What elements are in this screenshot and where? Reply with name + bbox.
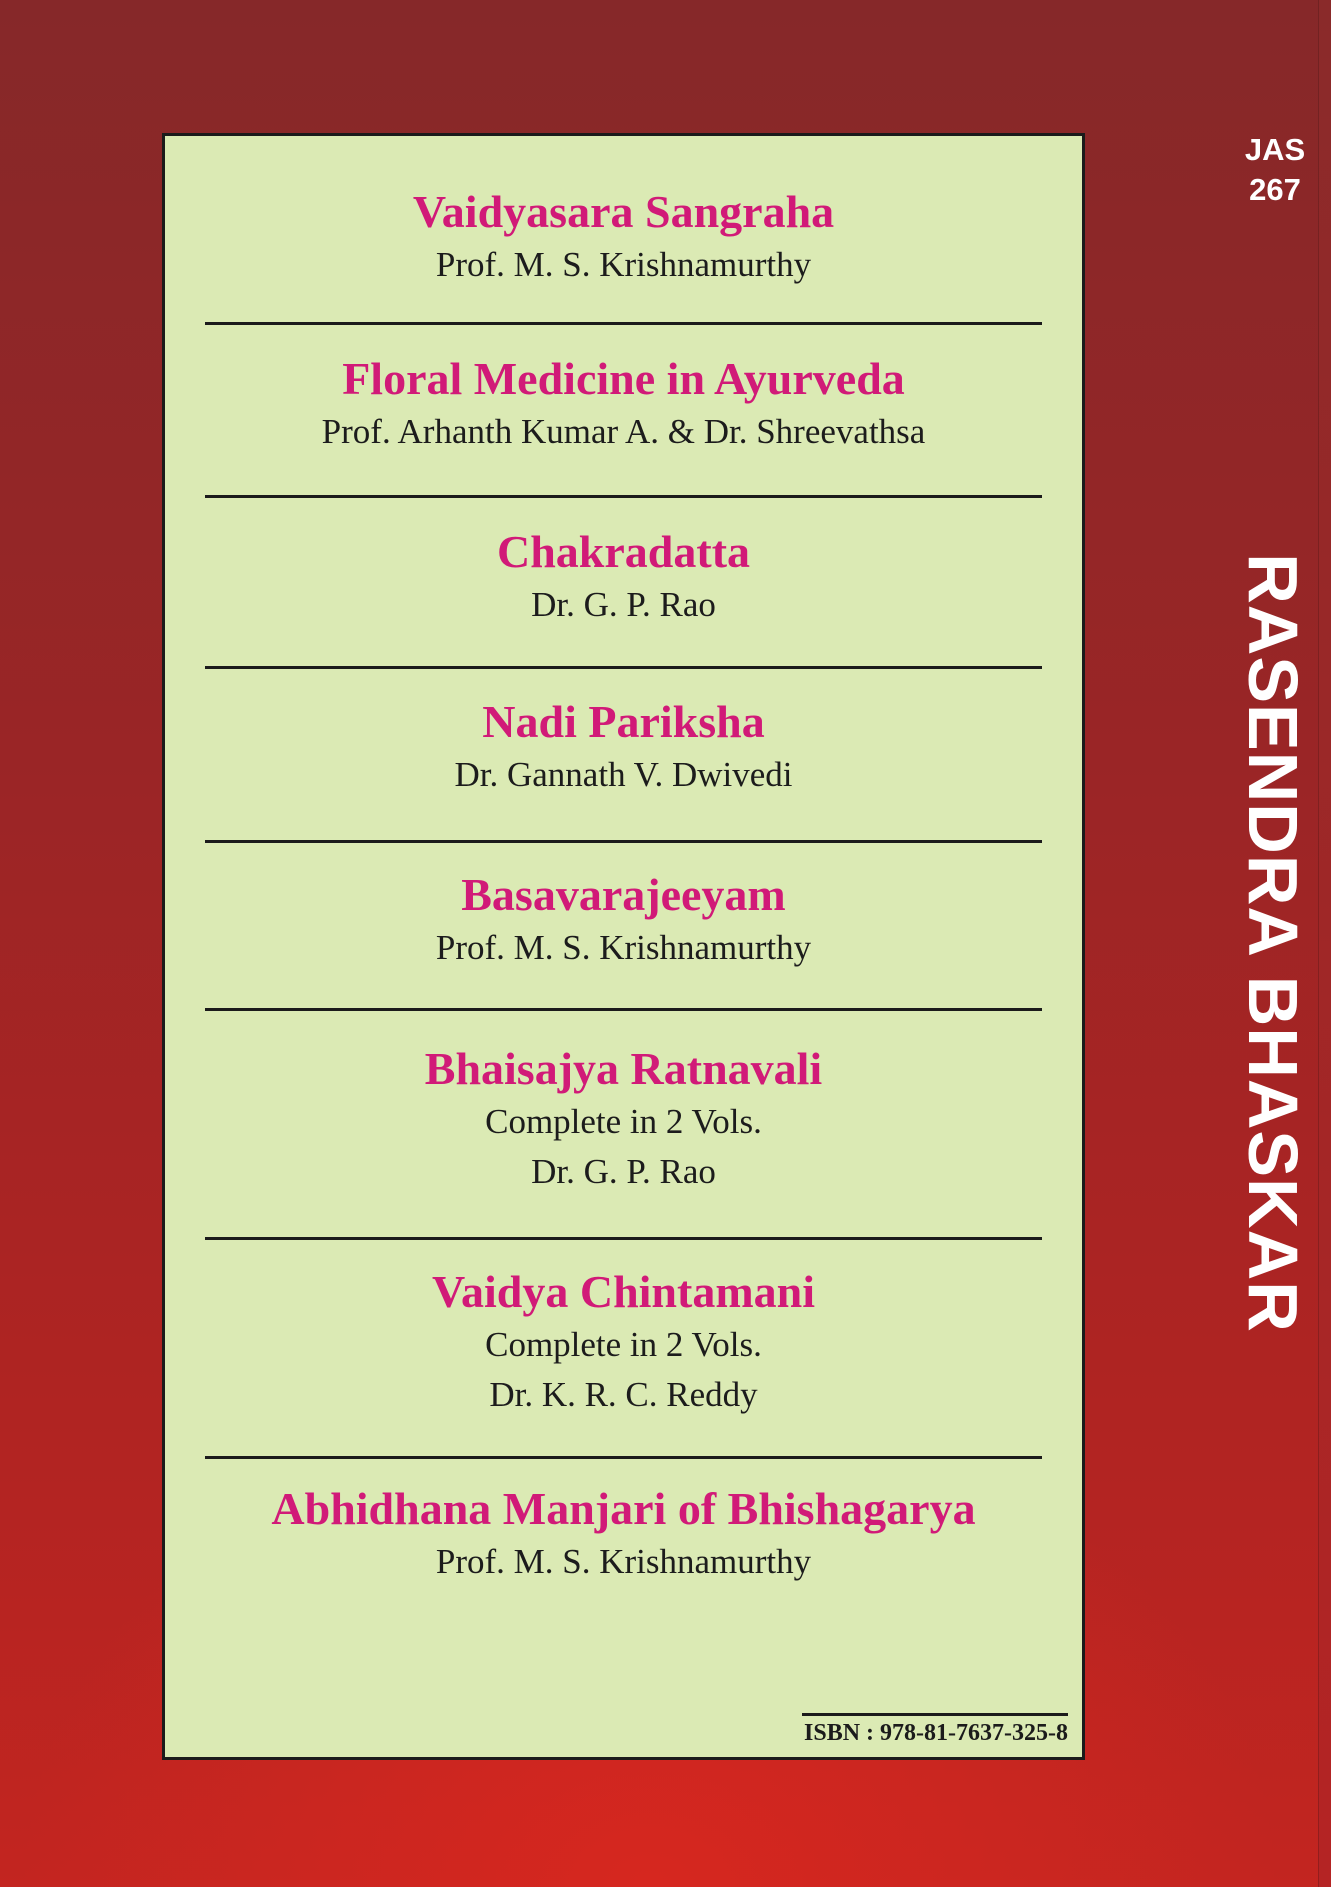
book-entry	[205, 1240, 1042, 1459]
book-title: Vaidya Chintamani	[431, 1266, 816, 1317]
book-title: Floral Medicine in Ayurveda	[342, 353, 905, 404]
book-title: Abhidhana Manjari of Bhishagarya	[271, 1483, 976, 1534]
book-entry	[205, 843, 1042, 1011]
book-entry	[205, 669, 1042, 843]
spine-title: RASENDRA BHASKAR	[1234, 553, 1312, 1333]
book-author: Dr. K. R. C. Reddy	[489, 1375, 758, 1414]
book-title: Bhaisajya Ratnavali	[424, 1043, 823, 1094]
book-entry	[205, 325, 1042, 498]
book-author: Prof. Arhanth Kumar A. & Dr. Shreevathsa	[321, 412, 926, 451]
book-entry	[205, 498, 1042, 669]
spine-edge-strip	[1318, 0, 1331, 1887]
book-subtitle: Complete in 2 Vols.	[485, 1102, 762, 1141]
series-code-number: 267	[1249, 172, 1301, 207]
book-entry	[205, 1011, 1042, 1240]
book-author: Prof. M. S. Krishnamurthy	[435, 1542, 812, 1581]
book-list-panel	[162, 133, 1085, 1760]
book-title: Nadi Pariksha	[482, 696, 765, 747]
book-author: Dr. G. P. Rao	[531, 1152, 716, 1191]
isbn-label: ISBN : 978-81-7637-325-8	[802, 1713, 1068, 1747]
book-subtitle: Complete in 2 Vols.	[485, 1325, 762, 1364]
book-author: Prof. M. S. Krishnamurthy	[435, 245, 812, 284]
book-title: Chakradatta	[496, 526, 751, 577]
series-code	[1235, 130, 1315, 210]
book-entry	[205, 1459, 1042, 1639]
book-list	[205, 136, 1042, 1639]
book-title: Basavarajeeyam	[461, 869, 786, 920]
book-author: Dr. G. P. Rao	[531, 585, 716, 624]
book-author: Dr. Gannath V. Dwivedi	[454, 755, 793, 794]
book-title: Vaidyasara Sangraha	[412, 186, 835, 237]
book-author: Prof. M. S. Krishnamurthy	[435, 928, 812, 967]
book-entry	[205, 136, 1042, 325]
series-code-prefix: JAS	[1244, 132, 1306, 167]
